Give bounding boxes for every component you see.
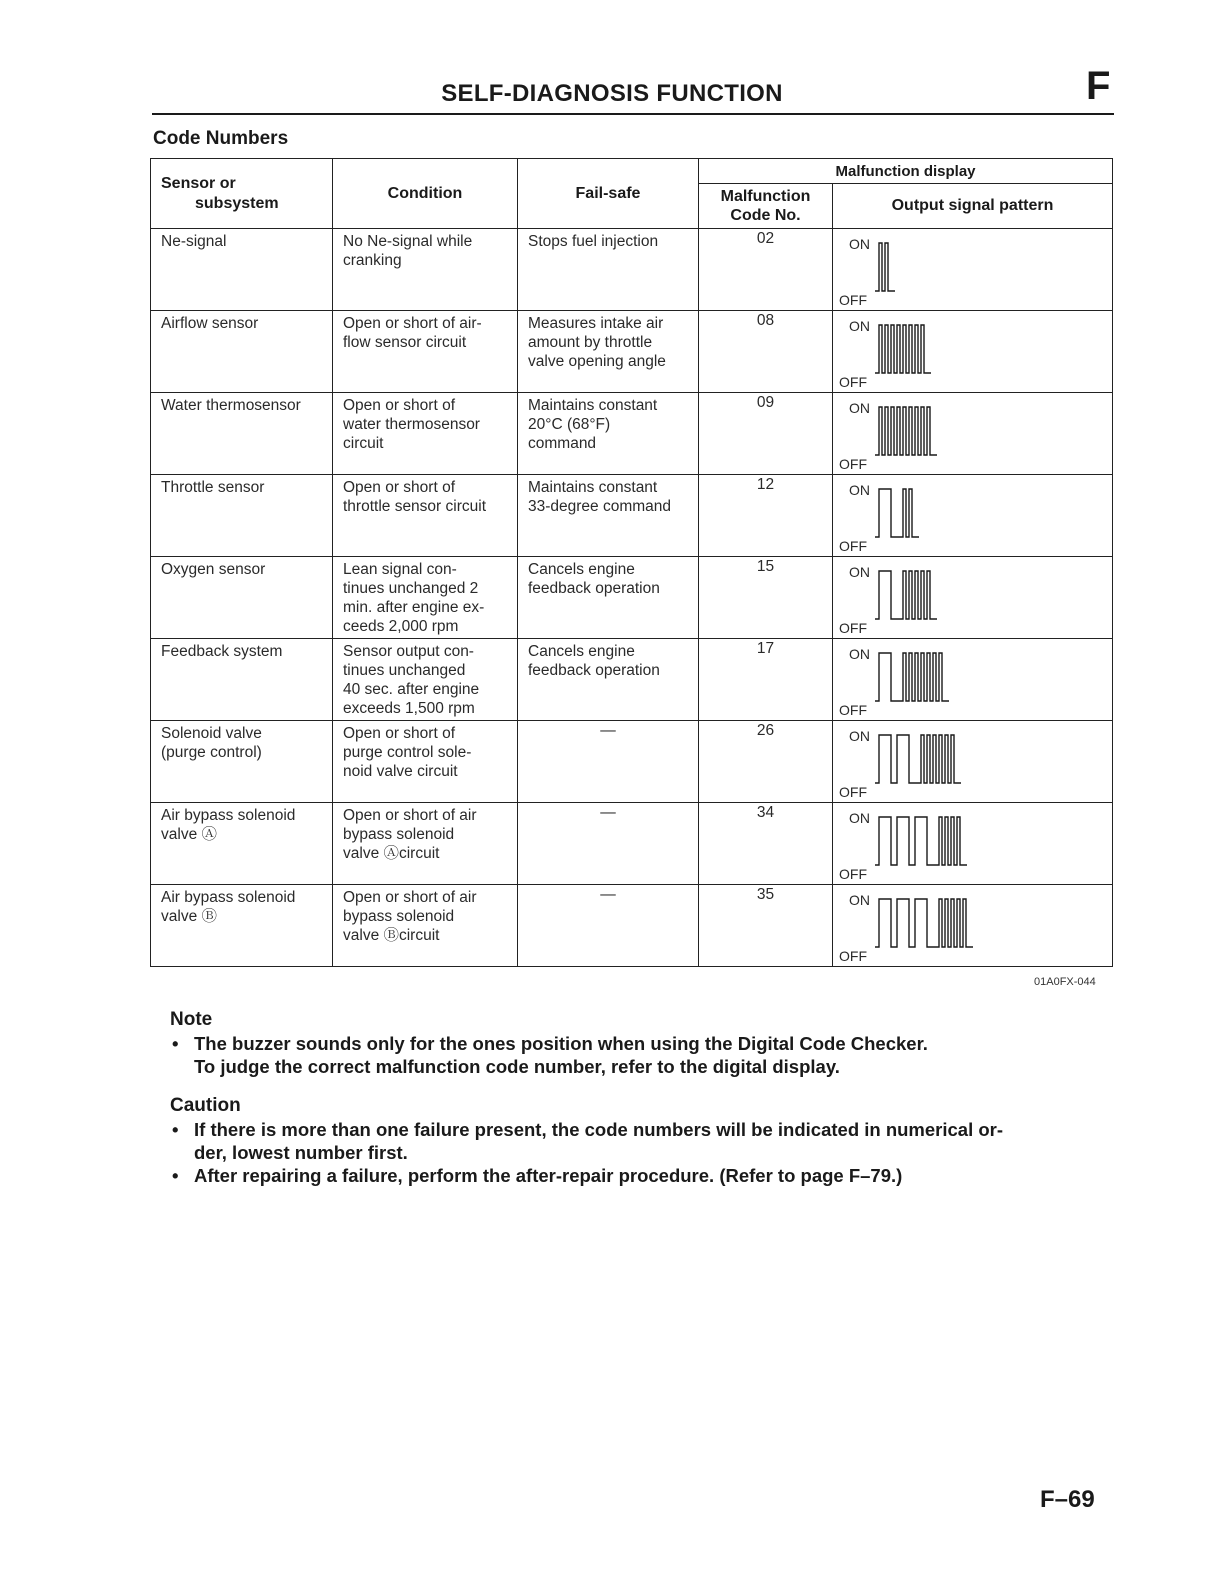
page-number: F–69 [1040,1486,1095,1513]
signal-pattern-cell [833,639,1113,721]
signal-off-label: OFF [839,866,867,882]
code-cell: 12 [699,475,833,557]
table-row [151,721,1113,803]
signal-pattern-cell [833,393,1113,475]
signal-waveform [873,485,1073,545]
signal-waveform [873,813,1073,873]
signal-waveform [873,321,1073,381]
table-row [151,311,1113,393]
figure-reference: 01A0FX-044 [1034,976,1096,988]
condition-cell: Open or short of air bypass solenoid valve Ⓑcircuit [333,885,518,967]
header-condition: Condition [333,159,518,229]
table-row [151,639,1113,721]
signal-pattern-cell [833,557,1113,639]
signal-off-label: OFF [839,620,867,636]
signal-waveform [873,731,1073,791]
signal-pattern-cell [833,885,1113,967]
condition-cell: Lean signal con- tinues unchanged 2 min. after engine ex- ceeds 2,000 rpm [333,557,518,639]
code-cell: 15 [699,557,833,639]
pulse-train [875,653,949,701]
section-letter: F [1086,64,1111,108]
signal-off-label: OFF [839,784,867,800]
signal-off-label: OFF [839,538,867,554]
failsafe-cell: Maintains constant 20°C (68°F) command [518,393,699,475]
failsafe-cell: Cancels engine feedback operation [518,639,699,721]
sensor-cell: Throttle sensor [151,475,333,557]
pulse-train [875,899,973,947]
note-item: • The buzzer sounds only for the ones position when using the Digital Code Checker. To judge the correct malfunction code number, refer to the digital display. [172,1033,928,1077]
pulse-train [875,407,937,455]
sensor-cell: Solenoid valve (purge control) [151,721,333,803]
signal-on-label: ON [849,646,870,662]
code-cell: 02 [699,229,833,311]
page-title: SELF-DIAGNOSIS FUNCTION [441,80,783,107]
condition-cell: Open or short of water thermosensor circuit [333,393,518,475]
signal-on-label: ON [849,892,870,908]
caution-item: • If there is more than one failure present, the code numbers will be indicated in numerical or- der, lowest number first. [172,1119,1004,1163]
signal-pattern-cell [833,311,1113,393]
header-malfunction-display: Malfunction display [699,159,1113,184]
code-cell: 08 [699,311,833,393]
sensor-cell: Air bypass solenoid valve Ⓑ [151,885,333,967]
condition-cell: Open or short of throttle sensor circuit [333,475,518,557]
condition-cell: Sensor output con- tinues unchanged 40 sec. after engine exceeds 1,500 rpm [333,639,518,721]
header-sensor: Sensor or subsystem [151,159,333,229]
code-cell: 09 [699,393,833,475]
signal-pattern-cell [833,475,1113,557]
failsafe-cell: Maintains constant 33-degree command [518,475,699,557]
caution-title: Caution [170,1095,241,1116]
condition-cell: No Ne-signal while cranking [333,229,518,311]
signal-waveform [873,895,1073,955]
failsafe-cell: — [518,885,699,967]
signal-waveform [873,239,1073,299]
signal-waveform [873,649,1073,709]
sensor-cell: Water thermosensor [151,393,333,475]
pulse-train [875,735,961,783]
table-row [151,885,1113,967]
bullet: • [172,1165,179,1186]
signal-on-label: ON [849,318,870,334]
condition-cell: Open or short of air bypass solenoid valve Ⓐcircuit [333,803,518,885]
signal-off-label: OFF [839,456,867,472]
code-rows [151,229,1113,967]
sensor-cell: Ne-signal [151,229,333,311]
failsafe-cell: Cancels engine feedback operation [518,557,699,639]
table-row [151,229,1113,311]
bullet: • [172,1033,179,1054]
pulse-train [875,243,895,291]
table-row [151,557,1113,639]
code-numbers-table [150,158,1113,967]
signal-on-label: ON [849,236,870,252]
signal-pattern-cell [833,229,1113,311]
table-row [151,475,1113,557]
sensor-cell: Airflow sensor [151,311,333,393]
header-code-no: Malfunction Code No. [699,184,833,229]
signal-waveform [873,567,1073,627]
notes-block [170,1008,1120,1187]
table-row [151,803,1113,885]
table-row [151,393,1113,475]
signal-off-label: OFF [839,292,867,308]
signal-pattern-cell [833,721,1113,803]
failsafe-cell: — [518,721,699,803]
header-output-pattern: Output signal pattern [833,184,1113,229]
note-title: Note [170,1009,213,1030]
signal-off-label: OFF [839,374,867,390]
signal-on-label: ON [849,728,870,744]
code-cell: 34 [699,803,833,885]
failsafe-cell: Stops fuel injection [518,229,699,311]
signal-on-label: ON [849,564,870,580]
signal-off-label: OFF [839,702,867,718]
header-failsafe: Fail-safe [518,159,699,229]
bullet: • [172,1119,179,1140]
signal-pattern-cell [833,803,1113,885]
pulse-train [875,489,919,537]
code-cell: 35 [699,885,833,967]
signal-on-label: ON [849,482,870,498]
sensor-cell: Oxygen sensor [151,557,333,639]
code-cell: 17 [699,639,833,721]
section-heading: Code Numbers [153,128,289,149]
sensor-cell: Feedback system [151,639,333,721]
code-cell: 26 [699,721,833,803]
condition-cell: Open or short of purge control sole- noid valve circuit [333,721,518,803]
header-rule [152,113,1114,115]
condition-cell: Open or short of air- flow sensor circuit [333,311,518,393]
pulse-train [875,325,931,373]
pulse-train [875,817,967,865]
failsafe-cell: — [518,803,699,885]
signal-off-label: OFF [839,948,867,964]
signal-waveform [873,403,1073,463]
pulse-train [875,571,937,619]
caution-item: • After repairing a failure, perform the after-repair procedure. (Refer to page F–79.) [172,1165,903,1186]
signal-on-label: ON [849,400,870,416]
failsafe-cell: Measures intake air amount by throttle valve opening angle [518,311,699,393]
sensor-cell: Air bypass solenoid valve Ⓐ [151,803,333,885]
signal-on-label: ON [849,810,870,826]
